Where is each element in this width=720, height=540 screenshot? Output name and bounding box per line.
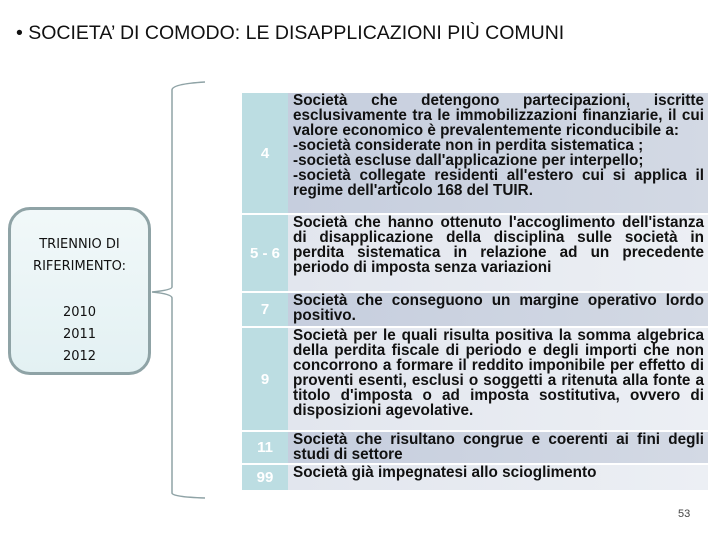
exemption-description	[288, 293, 708, 326]
year: 2010	[62, 305, 97, 320]
description-line: Società già impegnatesi allo scioglimento	[293, 465, 597, 481]
exemption-code: 4	[242, 93, 288, 213]
slide-title: • SOCIETA’ DI COMODO: LE DISAPPLICAZIONI PIÙ COMUNI	[16, 22, 565, 44]
exemption-code: 7	[242, 293, 288, 326]
exemption-code: 5 - 6	[242, 215, 288, 291]
description-line: Società che hanno ottenuto l'accoglimento dell'istanza di disapplicazione della disciplina sulle società in perdita sistematica in relazione ad un precedente periodo di imposta senza variazioni	[293, 215, 704, 276]
table-row	[242, 293, 708, 328]
exemption-description	[288, 93, 708, 213]
table-row	[242, 93, 708, 215]
exemption-code: 11	[242, 432, 288, 463]
description-line: Società che conseguono un margine operativo lordo positivo.	[293, 293, 704, 324]
year: 2011	[62, 327, 97, 342]
description-line: Società per le quali risulta positiva la somma algebrica della perdita fiscale di periodo e degli importi che non concorrono a formare il reddito imponibile per effetto di proventi esenti, esclusi o soggetti a ritenuta alla fonte a titolo d'imposta o ad imposta sostitutiva, ovvero di disposizioni agevolative.	[293, 328, 704, 419]
description-line: Società che detengono partecipazioni, iscritte esclusivamente tra le immobilizzazioni finanziarie, il cui valore economico è prevalentemente riconducibile a:	[293, 93, 704, 139]
exemption-description	[288, 215, 708, 291]
exemption-code: 99	[242, 465, 288, 490]
page-number: 53	[678, 508, 691, 520]
description-line: Società che risultano congrue e coerenti ai fini degli studi di settore	[293, 432, 704, 463]
table-row	[242, 215, 708, 293]
exemption-description	[288, 328, 708, 430]
exemption-description	[288, 432, 708, 463]
year: 2012	[62, 349, 97, 364]
box-label: RIFERIMENTO:	[33, 259, 126, 274]
exemption-description	[288, 465, 708, 490]
reference-period-box	[8, 207, 151, 375]
table-row	[242, 432, 708, 465]
box-label: TRIENNIO DI	[39, 237, 120, 252]
table-row	[242, 465, 708, 492]
description-line: -società considerate non in perdita sistematica ;	[293, 137, 644, 154]
exemptions-table	[242, 93, 708, 492]
table-row	[242, 328, 708, 432]
description-line: -società escluse dall'applicazione per interpello;	[293, 152, 644, 169]
description-line: -società collegate residenti all'estero cui si applica il regime dell'articolo 168 del TUIR.	[293, 167, 704, 199]
exemption-code: 9	[242, 328, 288, 430]
